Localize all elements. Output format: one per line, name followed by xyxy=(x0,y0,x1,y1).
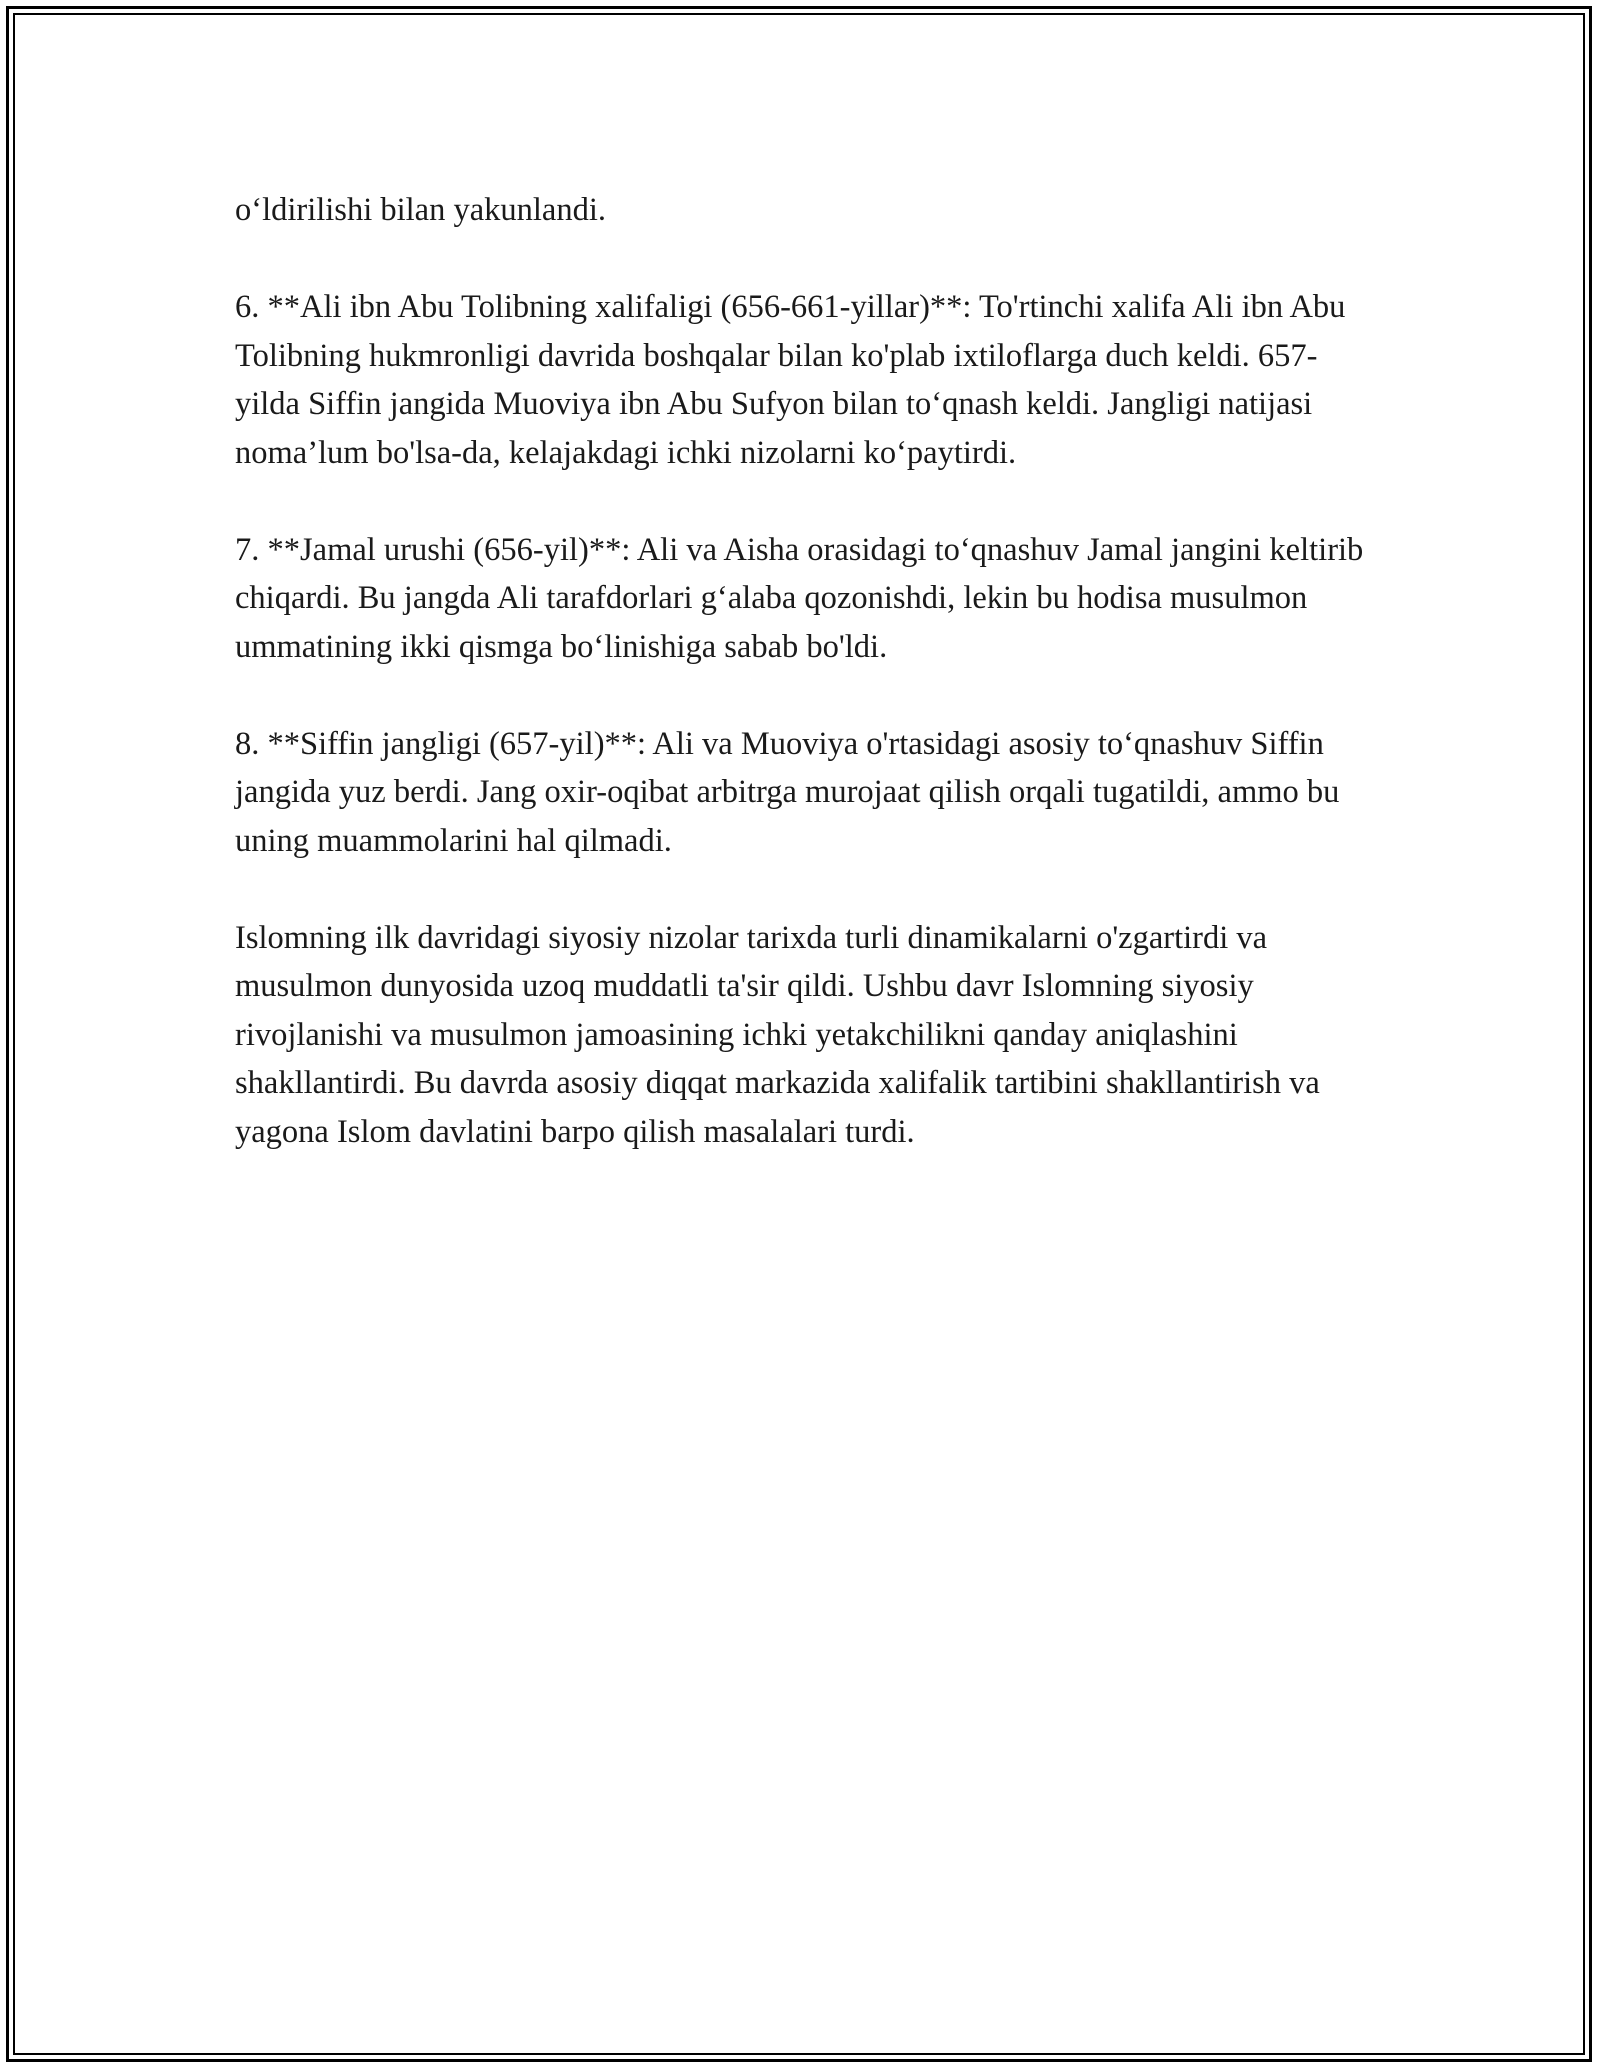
paragraph-item-8: 8. **Siffin jangligi (657-yil)**: Ali va Muoviya o'rtasidagi asosiy to‘qnashuv Siffin jangida yuz berdi. Jang oxir-oqibat arbitrga murojaat qilish orqali tugatildi, ammo bu uning muammolarini hal qilmadi. xyxy=(235,725,1340,859)
paragraph-item-7: 7. **Jamal urushi (656-yil)**: Ali va Aisha orasidagi to‘qnashuv Jamal jangini keltirib chiqardi. Bu jangda Ali tarafdorlari g‘alaba qozonishdi, lekin bu hodisa musulmon ummatining ikki qismga bo‘linishiga sabab bo'ldi. xyxy=(235,531,1364,665)
paragraph-item-6: 6. **Ali ibn Abu Tolibning xalifaligi (656-661-yillar)**: To'rtinchi xalifa Ali ibn Abu Tolibning hukmronligi davrida boshqalar bilan ko'plab ixtiloflarga duch keldi. 657-yilda Siffin jangida Muoviya ibn Abu Sufyon bilan to‘qnash keldi. Jangligi natijasi noma’lum bo'lsa-da, kelajakdagi ichki nizolarni ko‘paytirdi. xyxy=(235,289,1346,471)
paragraph-conclusion: Islomning ilk davridagi siyosiy nizolar tarixda turli dinamikalarni o'zgartirdi va musulmon dunyosida uzoq muddatli ta'sir qildi. Ushbu davr Islomning siyosiy rivojlanishi va musulmon jamoasining ichki yetakchilikni qanday aniqlashini shakllantirdi. Bu davrda asosiy diqqat markazida xalifalik tartibini shakllantirish va yagona Islom davlatini barpo qilish masalalari turdi. xyxy=(235,919,1320,1150)
paragraph-continuation: o‘ldirilishi bilan yakunlandi. xyxy=(235,192,606,228)
document-body xyxy=(235,186,1370,1156)
